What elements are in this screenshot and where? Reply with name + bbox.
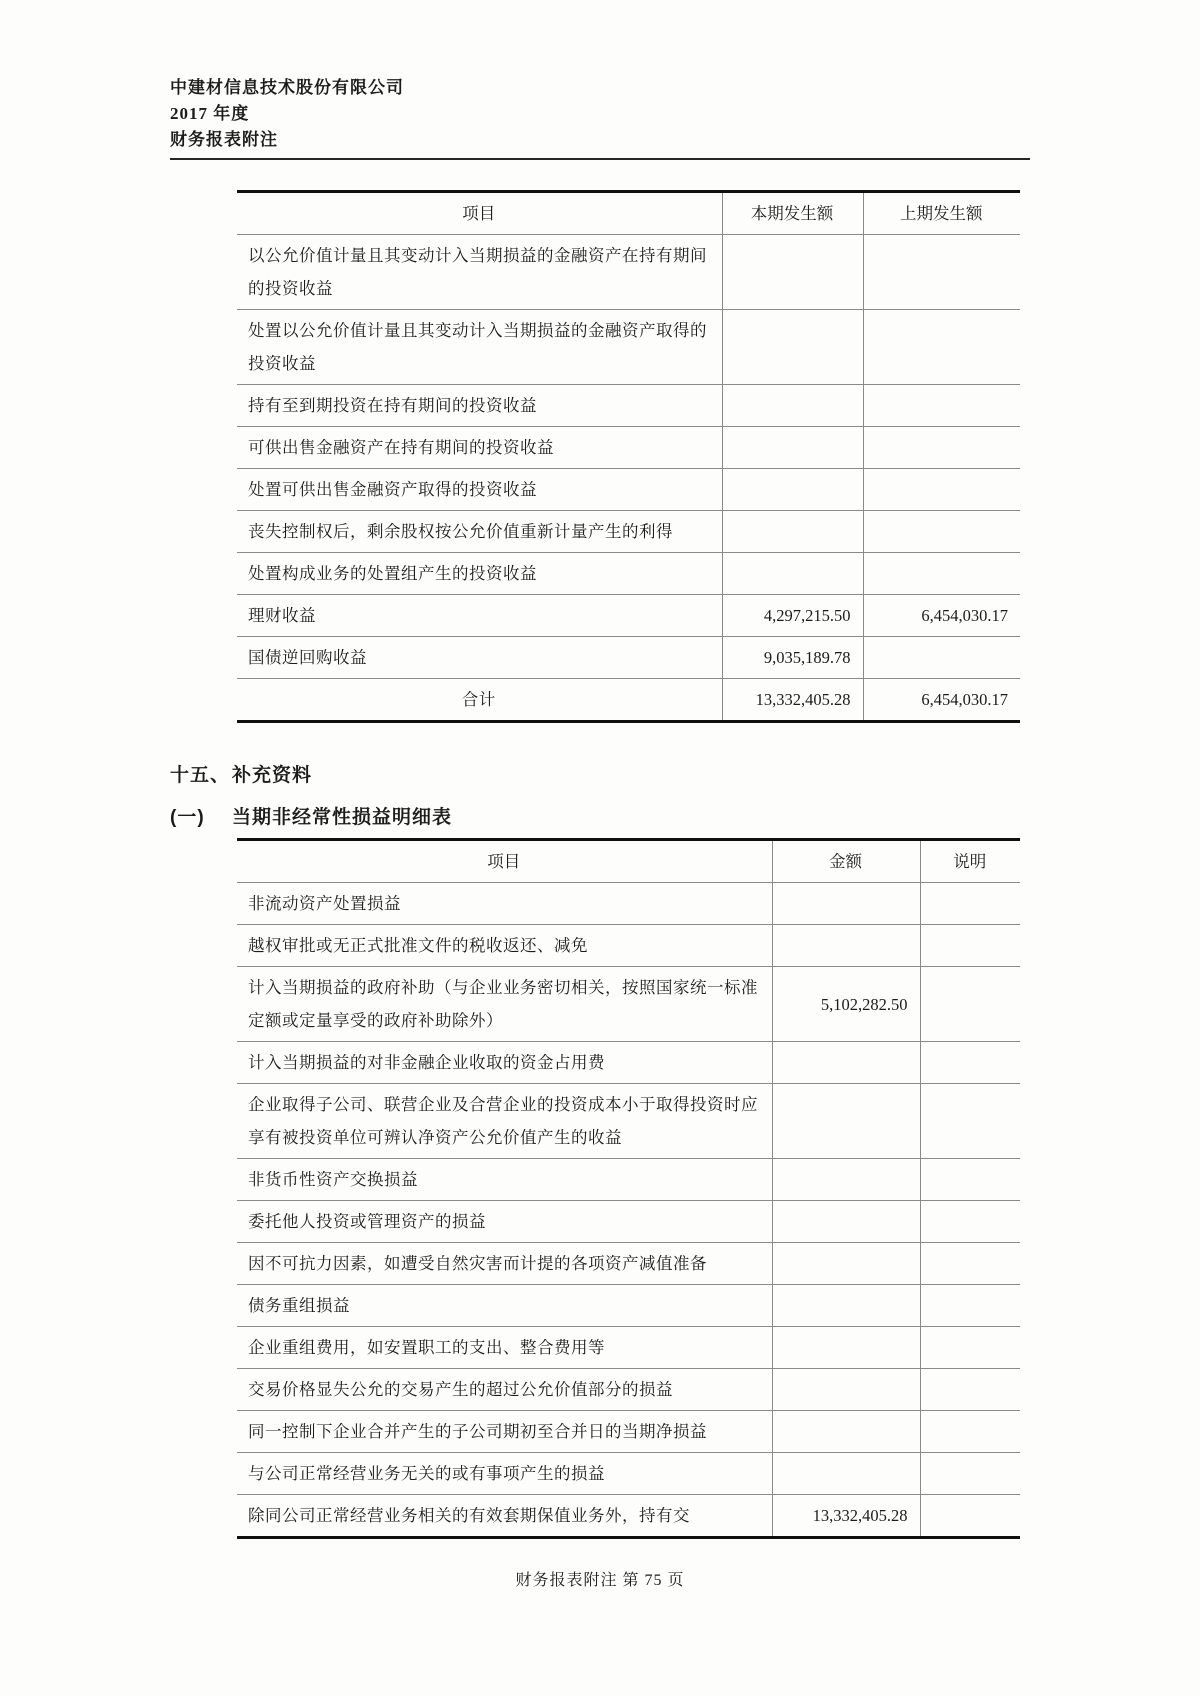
value-cell [863,385,1020,427]
section-number: 十五、 [170,765,231,786]
item-cell: 处置以公允价值计量且其变动计入当期损益的金融资产取得的投资收益 [237,310,722,385]
table-row [237,1369,1020,1411]
table-row [237,427,1020,469]
value-cell [863,427,1020,469]
value-cell [863,511,1020,553]
table-row [237,1243,1020,1285]
table-row [237,1159,1020,1201]
value-cell [772,1084,920,1159]
item-cell: 与公司正常经营业务无关的或有事项产生的损益 [237,1453,772,1495]
item-cell: 以公允价值计量且其变动计入当期损益的金融资产在持有期间的投资收益 [237,235,722,310]
item-cell: 同一控制下企业合并产生的子公司期初至合并日的当期净损益 [237,1411,772,1453]
table-row [237,1285,1020,1327]
value-cell [772,1369,920,1411]
item-cell: 越权审批或无正式批准文件的税收返还、减免 [237,925,772,967]
column-header-prior-period: 上期发生额 [863,192,1020,235]
value-cell [920,1453,1020,1495]
document-header [170,75,1030,153]
item-cell: 非货币性资产交换损益 [237,1159,772,1201]
value-cell [920,1084,1020,1159]
item-cell: 债务重组损益 [237,1285,772,1327]
value-cell [772,1327,920,1369]
item-cell: 交易价格显失公允的交易产生的超过公允价值部分的损益 [237,1369,772,1411]
item-cell: 计入当期损益的对非金融企业收取的资金占用费 [237,1042,772,1084]
table-row [237,1411,1020,1453]
report-period: 2017 年度 [170,104,250,123]
item-cell: 国债逆回购收益 [237,637,722,679]
table-row [237,883,1020,925]
value-cell [920,1285,1020,1327]
page-footer: 财务报表附注 第 75 页 [515,1572,685,1589]
value-cell [772,1411,920,1453]
subsection-heading-nonrecurring [170,805,1030,831]
section-title: 补充资料 [232,765,313,786]
value-cell: 13,332,405.28 [722,679,863,722]
non-recurring-items-table-body [237,883,1020,1538]
value-cell: 9,035,189.78 [722,637,863,679]
item-cell: 企业取得子公司、联营企业及合营企业的投资成本小于取得投资时应享有被投资单位可辨认净资产公允价值产生的收益 [237,1084,772,1159]
value-cell [920,883,1020,925]
value-cell [920,925,1020,967]
value-cell [722,469,863,511]
value-cell [772,883,920,925]
table-row [237,310,1020,385]
value-cell [863,310,1020,385]
value-cell [920,967,1020,1042]
value-cell [722,235,863,310]
table-row [237,1084,1020,1159]
value-cell: 4,297,215.50 [722,595,863,637]
value-cell [920,1495,1020,1538]
value-cell [722,427,863,469]
investment-income-table-header [237,192,1020,235]
item-cell: 合计 [237,679,722,722]
non-recurring-items-table-header [237,840,1020,883]
value-cell [863,553,1020,595]
table-row [237,967,1020,1042]
non-recurring-items-table [237,838,1020,1539]
item-cell: 委托他人投资或管理资产的损益 [237,1201,772,1243]
value-cell [772,1243,920,1285]
value-cell: 13,332,405.28 [772,1495,920,1538]
table-row [237,1453,1020,1495]
value-cell [722,511,863,553]
value-cell [722,385,863,427]
value-cell: 5,102,282.50 [772,967,920,1042]
table-row [237,385,1020,427]
value-cell [722,310,863,385]
value-cell [863,469,1020,511]
item-cell: 计入当期损益的政府补助（与企业业务密切相关，按照国家统一标准定额或定量享受的政府补助除外） [237,967,772,1042]
value-cell [722,553,863,595]
item-cell: 处置构成业务的处置组产生的投资收益 [237,553,722,595]
value-cell [920,1042,1020,1084]
value-cell: 6,454,030.17 [863,595,1020,637]
column-header-item: 项目 [237,840,772,883]
item-cell: 企业重组费用，如安置职工的支出、整合费用等 [237,1327,772,1369]
table-row [237,1042,1020,1084]
value-cell [863,235,1020,310]
table-row [237,553,1020,595]
table-row [237,1201,1020,1243]
column-header-current-period: 本期发生额 [722,192,863,235]
investment-income-table-body [237,235,1020,722]
item-cell: 处置可供出售金融资产取得的投资收益 [237,469,722,511]
value-cell [920,1369,1020,1411]
column-header-amount: 金额 [772,840,920,883]
item-cell: 因不可抗力因素，如遭受自然灾害而计提的各项资产减值准备 [237,1243,772,1285]
value-cell [920,1243,1020,1285]
column-header-item: 项目 [237,192,722,235]
subsection-title: 当期非经常性损益明细表 [232,807,453,828]
table-row [237,1495,1020,1538]
value-cell [772,1453,920,1495]
value-cell [863,637,1020,679]
value-cell [920,1201,1020,1243]
company-name: 中建材信息技术股份有限公司 [170,78,404,97]
table-row [237,235,1020,310]
item-cell: 丧失控制权后，剩余股权按公允价值重新计量产生的利得 [237,511,722,553]
document-title: 财务报表附注 [170,130,278,149]
table-row [237,595,1020,637]
value-cell [772,1285,920,1327]
column-header-note: 说明 [920,840,1020,883]
value-cell [920,1411,1020,1453]
item-cell: 除同公司正常经营业务相关的有效套期保值业务外，持有交 [237,1495,772,1538]
value-cell [772,1201,920,1243]
table-row [237,511,1020,553]
value-cell [772,925,920,967]
investment-income-table [237,190,1020,723]
table-row [237,469,1020,511]
header-row [237,840,1020,883]
item-cell: 非流动资产处置损益 [237,883,772,925]
value-cell [772,1159,920,1201]
total-row [237,679,1020,722]
header-divider [170,158,1030,160]
table-row [237,925,1020,967]
value-cell [920,1159,1020,1201]
value-cell [772,1042,920,1084]
header-row [237,192,1020,235]
table-row [237,637,1020,679]
item-cell: 持有至到期投资在持有期间的投资收益 [237,385,722,427]
value-cell [920,1327,1020,1369]
table-row [237,1327,1020,1369]
subsection-number: (一) [170,807,205,828]
section-heading-supplementary [170,763,1030,789]
item-cell: 理财收益 [237,595,722,637]
value-cell: 6,454,030.17 [863,679,1020,722]
item-cell: 可供出售金融资产在持有期间的投资收益 [237,427,722,469]
